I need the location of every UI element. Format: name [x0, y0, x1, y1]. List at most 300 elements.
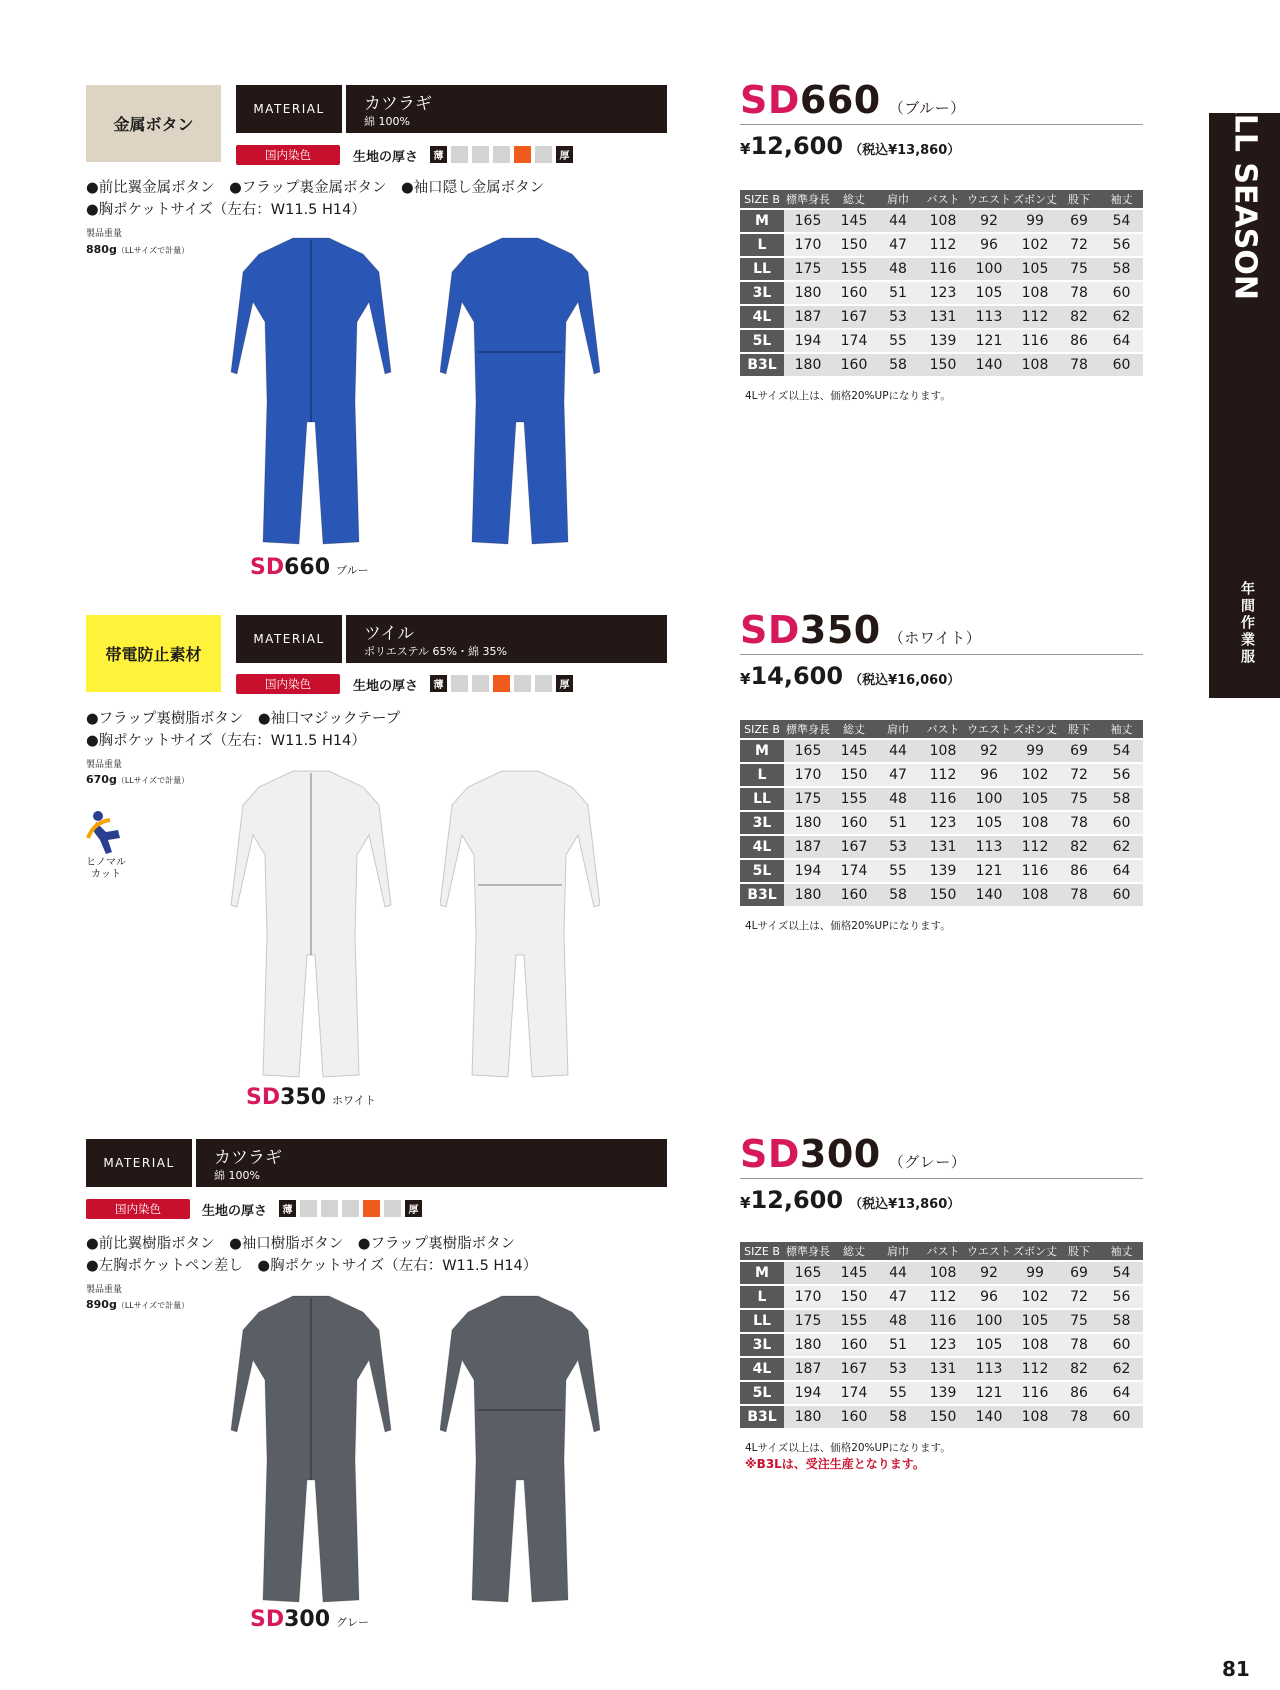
measure-cell: 108	[920, 210, 966, 232]
measure-cell: 92	[966, 740, 1012, 762]
table-header-cell: 袖丈	[1100, 190, 1143, 208]
thickness-cell	[342, 1200, 359, 1217]
measure-cell: 174	[832, 1382, 876, 1404]
table-header-cell: ウエスト	[966, 190, 1012, 208]
size-cell: 5L	[740, 860, 784, 882]
measure-cell: 96	[966, 1286, 1012, 1308]
material-label: MATERIAL	[86, 1139, 192, 1187]
measure-cell: 105	[966, 812, 1012, 834]
table-row	[740, 258, 1143, 280]
table-header-cell: バスト	[920, 190, 966, 208]
table-header-cell: ズボン丈	[1012, 190, 1058, 208]
measure-cell: 58	[1100, 1310, 1143, 1332]
size-cell: LL	[740, 788, 784, 810]
measure-cell: 180	[784, 354, 832, 376]
feature-list	[86, 177, 544, 221]
side-tab-title: ALL SEASON	[1227, 90, 1262, 300]
domestic-dye-badge: 国内染色	[86, 1199, 190, 1219]
table-header-cell: 肩巾	[876, 1242, 920, 1260]
measure-cell: 150	[832, 764, 876, 786]
price: ¥12,600 （税込¥13,860）	[740, 1186, 961, 1214]
model-title: SD300 （グレー）	[740, 1132, 967, 1176]
domestic-dye-badge: 国内染色	[236, 674, 340, 694]
table-row	[740, 788, 1143, 810]
table-row	[740, 234, 1143, 256]
size-note: 4Lサイズ以上は、価格20%UPになります。	[745, 1442, 951, 1454]
table-header-cell: 総丈	[832, 1242, 876, 1260]
table-row	[740, 1334, 1143, 1356]
weight-value: 890g（LLサイズで計量）	[86, 1298, 190, 1311]
measure-cell: 47	[876, 1286, 920, 1308]
table-header-cell: 肩巾	[876, 190, 920, 208]
measure-cell: 86	[1058, 1382, 1100, 1404]
measure-cell: 47	[876, 764, 920, 786]
size-cell: M	[740, 740, 784, 762]
side-tab-subtitle: 年間作業服	[1239, 581, 1255, 666]
table-header-cell: バスト	[920, 1242, 966, 1260]
table-row	[740, 1358, 1143, 1380]
measure-cell: 58	[876, 884, 920, 906]
measure-cell: 180	[784, 812, 832, 834]
thickness-cell	[363, 1200, 380, 1217]
measure-cell: 160	[832, 812, 876, 834]
thickness-cell	[535, 675, 552, 692]
table-header-cell: SIZE B	[740, 720, 784, 738]
weight-value: 880g（LLサイズで計量）	[86, 243, 190, 256]
measure-cell: 116	[1012, 1382, 1058, 1404]
table-row	[740, 740, 1143, 762]
table-row	[740, 354, 1143, 376]
table-header-cell: 標準身長	[784, 190, 832, 208]
price: ¥14,600 （税込¥16,060）	[740, 662, 961, 690]
measure-cell: 75	[1058, 258, 1100, 280]
measure-cell: 92	[966, 210, 1012, 232]
thickness-label: 生地の厚さ	[353, 150, 419, 165]
table-row	[740, 306, 1143, 328]
measure-cell: 140	[966, 1406, 1012, 1428]
size-cell: 5L	[740, 330, 784, 352]
table-header-cell: 標準身長	[784, 720, 832, 738]
measure-cell: 131	[920, 1358, 966, 1380]
measure-cell: 60	[1100, 282, 1143, 304]
table-row	[740, 764, 1143, 786]
garment-back-image	[440, 1290, 600, 1610]
table-row	[740, 1286, 1143, 1308]
measure-cell: 123	[920, 282, 966, 304]
weight-label: 製品重量	[86, 229, 123, 239]
measure-cell: 100	[966, 1310, 1012, 1332]
measure-cell: 72	[1058, 234, 1100, 256]
table-header-cell: バスト	[920, 720, 966, 738]
measure-cell: 160	[832, 1406, 876, 1428]
size-cell: 4L	[740, 306, 784, 328]
measure-cell: 78	[1058, 1406, 1100, 1428]
order-warning: ※B3Lは、受注生産となります。	[745, 1457, 925, 1471]
size-cell: 3L	[740, 1334, 784, 1356]
side-tab-title-wrap	[1209, 90, 1280, 353]
page-number: 81	[1222, 1657, 1250, 1681]
measure-cell: 112	[920, 764, 966, 786]
size-cell: B3L	[740, 354, 784, 376]
thickness-thick-marker: 厚	[405, 1200, 422, 1217]
measure-cell: 75	[1058, 1310, 1100, 1332]
measure-cell: 175	[784, 1310, 832, 1332]
material-label: MATERIAL	[236, 85, 342, 133]
model-title: SD660 （ブルー）	[740, 78, 966, 122]
thickness-cell	[535, 146, 552, 163]
thickness-cell	[514, 146, 531, 163]
domestic-dye-badge: 国内染色	[236, 145, 340, 165]
size-cell: LL	[740, 1310, 784, 1332]
measure-cell: 69	[1058, 210, 1100, 232]
thickness-cell	[451, 146, 468, 163]
measure-cell: 105	[966, 1334, 1012, 1356]
measure-cell: 108	[920, 1262, 966, 1284]
measure-cell: 99	[1012, 740, 1058, 762]
measure-cell: 51	[876, 812, 920, 834]
measure-cell: 187	[784, 306, 832, 328]
measure-cell: 62	[1100, 836, 1143, 858]
measure-cell: 51	[876, 1334, 920, 1356]
measure-cell: 62	[1100, 1358, 1143, 1380]
thickness-thin-marker: 薄	[279, 1200, 296, 1217]
measure-cell: 48	[876, 788, 920, 810]
size-cell: M	[740, 1262, 784, 1284]
measure-cell: 180	[784, 1406, 832, 1428]
size-cell: L	[740, 1286, 784, 1308]
table-header-cell: 袖丈	[1100, 720, 1143, 738]
measure-cell: 140	[966, 354, 1012, 376]
measure-cell: 150	[920, 884, 966, 906]
table-row	[740, 282, 1143, 304]
measure-cell: 167	[832, 306, 876, 328]
garment-front-image	[226, 232, 396, 552]
table-row	[740, 836, 1143, 858]
size-cell: LL	[740, 258, 784, 280]
measure-cell: 60	[1100, 812, 1143, 834]
measure-cell: 72	[1058, 764, 1100, 786]
thickness-thick-marker: 厚	[556, 146, 573, 163]
measure-cell: 123	[920, 1334, 966, 1356]
table-row	[740, 210, 1143, 232]
measure-cell: 48	[876, 1310, 920, 1332]
garment-back-image	[440, 765, 600, 1085]
measure-cell: 102	[1012, 1286, 1058, 1308]
measure-cell: 86	[1058, 860, 1100, 882]
measure-cell: 113	[966, 1358, 1012, 1380]
measure-cell: 150	[920, 1406, 966, 1428]
measure-cell: 55	[876, 1382, 920, 1404]
measure-cell: 44	[876, 1262, 920, 1284]
measure-cell: 116	[920, 788, 966, 810]
measure-cell: 160	[832, 884, 876, 906]
garment-front-image	[226, 1290, 396, 1610]
table-header-cell: 総丈	[832, 720, 876, 738]
table-header-cell: 股下	[1058, 720, 1100, 738]
measure-cell: 102	[1012, 764, 1058, 786]
size-cell: 4L	[740, 836, 784, 858]
measure-cell: 69	[1058, 740, 1100, 762]
measure-cell: 55	[876, 860, 920, 882]
material-label: MATERIAL	[236, 615, 342, 663]
measure-cell: 58	[876, 354, 920, 376]
measure-cell: 108	[1012, 1334, 1058, 1356]
table-row	[740, 812, 1143, 834]
size-cell: 3L	[740, 812, 784, 834]
size-cell: 3L	[740, 282, 784, 304]
icon-label: ヒノマル カット	[86, 857, 126, 880]
measure-cell: 96	[966, 234, 1012, 256]
measure-cell: 62	[1100, 306, 1143, 328]
measure-cell: 150	[832, 234, 876, 256]
size-cell: B3L	[740, 884, 784, 906]
feature-list	[86, 708, 400, 752]
material-composition: ポリエステル 65%・綿 35%	[364, 645, 507, 658]
size-note: 4Lサイズ以上は、価格20%UPになります。	[745, 920, 951, 932]
measure-cell: 123	[920, 812, 966, 834]
thickness-label: 生地の厚さ	[202, 1204, 268, 1219]
coverall-body	[440, 771, 600, 1077]
measure-cell: 112	[920, 234, 966, 256]
thickness-cell	[300, 1200, 317, 1217]
measure-cell: 58	[1100, 258, 1143, 280]
measure-cell: 112	[1012, 836, 1058, 858]
product-caption: SD660 ブルー	[250, 555, 369, 580]
measure-cell: 174	[832, 860, 876, 882]
table-header-cell: 標準身長	[784, 1242, 832, 1260]
measure-cell: 131	[920, 836, 966, 858]
measure-cell: 105	[966, 282, 1012, 304]
measure-cell: 108	[1012, 812, 1058, 834]
table-row	[740, 884, 1143, 906]
size-table	[740, 718, 1143, 908]
feature-badge: 金属ボタン	[86, 85, 221, 162]
measure-cell: 175	[784, 788, 832, 810]
measure-cell: 56	[1100, 234, 1143, 256]
table-header-cell: 袖丈	[1100, 1242, 1143, 1260]
measure-cell: 64	[1100, 860, 1143, 882]
thickness-thick-marker: 厚	[556, 675, 573, 692]
measure-cell: 174	[832, 330, 876, 352]
table-header-cell: ウエスト	[966, 720, 1012, 738]
weight-value: 670g（LLサイズで計量）	[86, 773, 190, 786]
measure-cell: 112	[1012, 306, 1058, 328]
feature-line: ●フラップ裏樹脂ボタン ●袖口マジックテープ	[86, 711, 401, 727]
measure-cell: 105	[1012, 1310, 1058, 1332]
table-header-cell: SIZE B	[740, 1242, 784, 1260]
measure-cell: 150	[920, 354, 966, 376]
measure-cell: 82	[1058, 1358, 1100, 1380]
feature-line: ●前比翼金属ボタン ●フラップ裏金属ボタン ●袖口隠し金属ボタン	[86, 180, 545, 196]
material-composition: 綿 100%	[364, 115, 410, 128]
table-row	[740, 1406, 1143, 1428]
size-cell: B3L	[740, 1406, 784, 1428]
material-name: カツラギ	[364, 94, 432, 114]
measure-cell: 105	[1012, 788, 1058, 810]
measure-cell: 165	[784, 1262, 832, 1284]
size-cell: 5L	[740, 1382, 784, 1404]
measure-cell: 69	[1058, 1262, 1100, 1284]
measure-cell: 56	[1100, 1286, 1143, 1308]
model-title: SD350 （ホワイト）	[740, 608, 982, 652]
measure-cell: 99	[1012, 210, 1058, 232]
garment-front-image	[226, 765, 396, 1085]
measure-cell: 170	[784, 1286, 832, 1308]
measure-cell: 54	[1100, 740, 1143, 762]
measure-cell: 58	[1100, 788, 1143, 810]
measure-cell: 160	[832, 1334, 876, 1356]
measure-cell: 55	[876, 330, 920, 352]
material-box	[196, 1139, 667, 1187]
measure-cell: 51	[876, 282, 920, 304]
measure-cell: 194	[784, 330, 832, 352]
weight-label: 製品重量	[86, 760, 123, 770]
measure-cell: 48	[876, 258, 920, 280]
measure-cell: 180	[784, 1334, 832, 1356]
measure-cell: 78	[1058, 282, 1100, 304]
measure-cell: 60	[1100, 354, 1143, 376]
size-cell: L	[740, 764, 784, 786]
thickness-cell	[472, 146, 489, 163]
feature-line: ●前比翼樹脂ボタン ●袖口樹脂ボタン ●フラップ裏樹脂ボタン	[86, 1236, 516, 1252]
measure-cell: 140	[966, 884, 1012, 906]
material-name: カツラギ	[214, 1148, 282, 1168]
measure-cell: 53	[876, 1358, 920, 1380]
measure-cell: 108	[1012, 1406, 1058, 1428]
size-table	[740, 188, 1143, 378]
measure-cell: 44	[876, 740, 920, 762]
measure-cell: 155	[832, 1310, 876, 1332]
measure-cell: 139	[920, 1382, 966, 1404]
material-box	[346, 85, 667, 133]
measure-cell: 116	[1012, 860, 1058, 882]
measure-cell: 121	[966, 860, 1012, 882]
material-box	[346, 615, 667, 663]
table-header-cell: ズボン丈	[1012, 720, 1058, 738]
measure-cell: 78	[1058, 812, 1100, 834]
table-header-cell: SIZE B	[740, 190, 784, 208]
measure-cell: 60	[1100, 1406, 1143, 1428]
measure-cell: 108	[1012, 282, 1058, 304]
measure-cell: 75	[1058, 788, 1100, 810]
measure-cell: 187	[784, 1358, 832, 1380]
table-header-cell: 股下	[1058, 190, 1100, 208]
measure-cell: 155	[832, 258, 876, 280]
measure-cell: 175	[784, 258, 832, 280]
measure-cell: 108	[1012, 354, 1058, 376]
size-note: 4Lサイズ以上は、価格20%UPになります。	[745, 390, 951, 402]
measure-cell: 194	[784, 1382, 832, 1404]
measure-cell: 139	[920, 330, 966, 352]
thickness-cell	[321, 1200, 338, 1217]
product-caption: SD300 グレー	[250, 1607, 370, 1632]
table-row	[740, 1382, 1143, 1404]
thickness-thin-marker: 薄	[430, 675, 447, 692]
measure-cell: 145	[832, 740, 876, 762]
measure-cell: 131	[920, 306, 966, 328]
table-header-cell: ウエスト	[966, 1242, 1012, 1260]
weight-label: 製品重量	[86, 1285, 123, 1295]
measure-cell: 180	[784, 282, 832, 304]
size-table	[740, 1240, 1143, 1430]
measure-cell: 112	[1012, 1358, 1058, 1380]
thickness-cell	[493, 675, 510, 692]
measure-cell: 86	[1058, 330, 1100, 352]
measure-cell: 53	[876, 836, 920, 858]
feature-line: ●胸ポケットサイズ（左右：W11.5 H14）	[86, 202, 366, 218]
measure-cell: 100	[966, 788, 1012, 810]
material-composition: 綿 100%	[214, 1169, 260, 1182]
measure-cell: 64	[1100, 1382, 1143, 1404]
table-row	[740, 1262, 1143, 1284]
table-header-cell: 総丈	[832, 190, 876, 208]
side-tab	[1209, 90, 1280, 698]
measure-cell: 139	[920, 860, 966, 882]
title-rule	[740, 654, 1143, 655]
measure-cell: 78	[1058, 354, 1100, 376]
measure-cell: 99	[1012, 1262, 1058, 1284]
feature-line: ●胸ポケットサイズ（左右：W11.5 H14）	[86, 733, 366, 749]
measure-cell: 160	[832, 354, 876, 376]
measure-cell: 44	[876, 210, 920, 232]
measure-cell: 92	[966, 1262, 1012, 1284]
material-name: ツイル	[364, 624, 415, 644]
measure-cell: 145	[832, 1262, 876, 1284]
measure-cell: 47	[876, 234, 920, 256]
measure-cell: 108	[1012, 884, 1058, 906]
measure-cell: 113	[966, 306, 1012, 328]
measure-cell: 165	[784, 740, 832, 762]
thickness-cell	[472, 675, 489, 692]
price: ¥12,600 （税込¥13,860）	[740, 132, 961, 160]
measure-cell: 105	[1012, 258, 1058, 280]
thickness-cell	[451, 675, 468, 692]
measure-cell: 72	[1058, 1286, 1100, 1308]
measure-cell: 82	[1058, 836, 1100, 858]
measure-cell: 64	[1100, 330, 1143, 352]
thickness-cell	[493, 146, 510, 163]
measure-cell: 100	[966, 258, 1012, 280]
measure-cell: 150	[832, 1286, 876, 1308]
measure-cell: 165	[784, 210, 832, 232]
measure-cell: 54	[1100, 1262, 1143, 1284]
measure-cell: 102	[1012, 234, 1058, 256]
feature-list	[86, 1233, 537, 1277]
feature-line: ●左胸ポケットペン差し ●胸ポケットサイズ（左右：W11.5 H14）	[86, 1258, 538, 1274]
measure-cell: 58	[876, 1406, 920, 1428]
measure-cell: 116	[920, 258, 966, 280]
measure-cell: 60	[1100, 1334, 1143, 1356]
title-rule	[740, 1178, 1143, 1179]
measure-cell: 78	[1058, 884, 1100, 906]
measure-cell: 108	[920, 740, 966, 762]
thickness-thin-marker: 薄	[430, 146, 447, 163]
measure-cell: 78	[1058, 1334, 1100, 1356]
measure-cell: 121	[966, 330, 1012, 352]
table-row	[740, 330, 1143, 352]
coverall-body	[440, 238, 600, 544]
table-header-cell: ズボン丈	[1012, 1242, 1058, 1260]
product-caption: SD350 ホワイト	[246, 1085, 376, 1110]
garment-back-image	[440, 232, 600, 552]
coverall-body	[440, 1296, 600, 1602]
hinomaru-cut-icon	[84, 808, 128, 856]
measure-cell: 167	[832, 836, 876, 858]
measure-cell: 53	[876, 306, 920, 328]
size-cell: M	[740, 210, 784, 232]
measure-cell: 116	[920, 1310, 966, 1332]
size-cell: 4L	[740, 1358, 784, 1380]
